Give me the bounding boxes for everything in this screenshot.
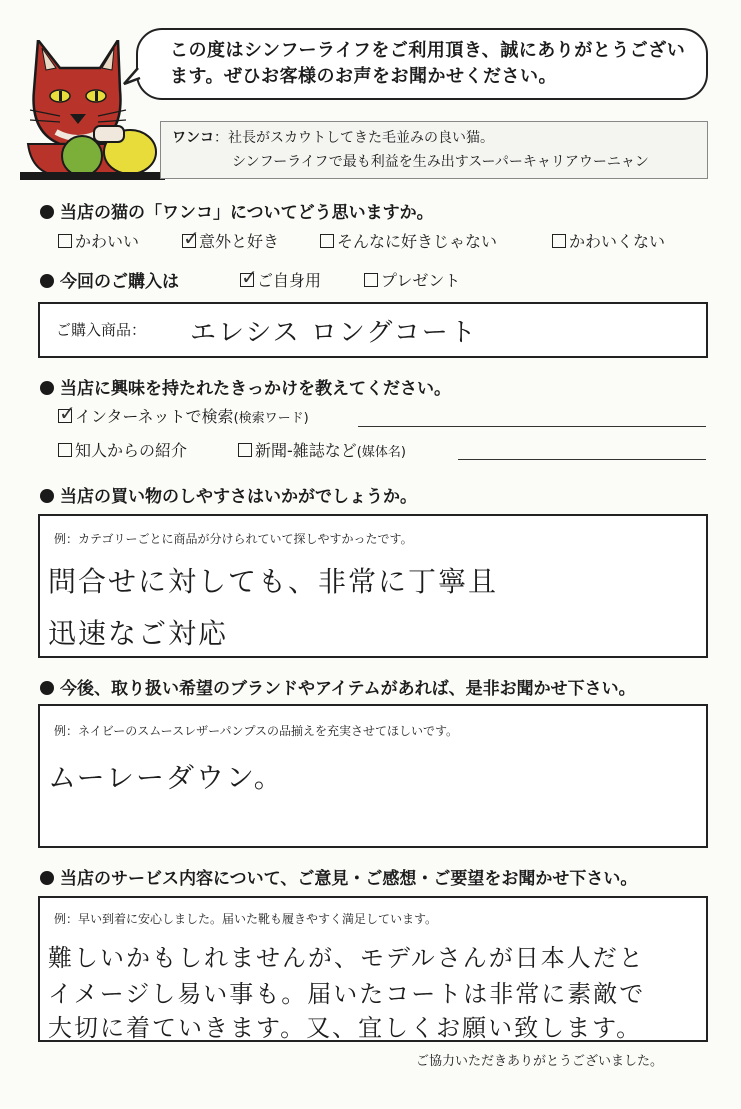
media-name-note: (媒体名) bbox=[356, 445, 406, 460]
option-gift-label: プレゼント bbox=[381, 271, 461, 290]
thank-you-footer: ご協力いただきありがとうございました。 bbox=[416, 1054, 664, 1069]
question-purchase-type bbox=[40, 267, 179, 292]
option-self-use[interactable] bbox=[240, 265, 322, 291]
speech-bubble-tail bbox=[122, 66, 142, 88]
option-not-much[interactable] bbox=[320, 229, 497, 252]
example-service-feedback: 例：早い到着に安心しました。届いた靴も履きやすく満足しています。 bbox=[54, 912, 438, 926]
option-not-much-label: そんなに好きじゃない bbox=[337, 232, 498, 251]
question-how-found bbox=[40, 374, 451, 399]
bullet-icon bbox=[40, 681, 54, 695]
checkbox-icon[interactable] bbox=[320, 234, 334, 248]
checkbox-icon[interactable] bbox=[58, 443, 72, 457]
checkmark-icon: ✓ bbox=[59, 401, 76, 425]
bullet-icon bbox=[40, 871, 54, 885]
question-brand-request bbox=[40, 674, 636, 699]
question-brand-request-text: 今後、取り扱い希望のブランドやアイテムがあれば、是非お聞かせ下さい。 bbox=[60, 679, 636, 699]
answer-service-line-1: 難しいかもしれませんが、モデルさんが日本人だと bbox=[48, 944, 645, 972]
option-media[interactable] bbox=[238, 438, 406, 461]
option-referral[interactable] bbox=[58, 438, 187, 461]
question-ease-of-shopping bbox=[40, 482, 417, 507]
search-word-input-line[interactable] bbox=[358, 426, 706, 427]
answer-brand-line-1: ムーレーダウン。 bbox=[48, 761, 284, 794]
question-service-feedback bbox=[40, 864, 637, 889]
checkbox-icon-checked[interactable] bbox=[240, 265, 258, 289]
media-name-input-line[interactable] bbox=[458, 459, 706, 460]
checkbox-icon[interactable] bbox=[364, 273, 378, 287]
option-internet-search-label: インターネットで検索 bbox=[75, 407, 234, 426]
option-cute-label: かわいい bbox=[75, 232, 140, 251]
question-ease-of-shopping-text: 当店の買い物のしやすさはいかがでしょうか。 bbox=[60, 487, 417, 507]
answer-service-line-2: イメージし易い事も。届いたコートは非常に素敵で bbox=[48, 980, 646, 1008]
option-self-use-label: ご自身用 bbox=[257, 271, 322, 290]
question-cat-opinion bbox=[40, 198, 434, 223]
option-surprisingly-like-label: 意外と好き bbox=[199, 232, 280, 251]
question-purchase-type-text: 今回のご購入は bbox=[60, 272, 179, 292]
option-referral-label: 知人からの紹介 bbox=[75, 441, 188, 460]
checkbox-icon[interactable] bbox=[238, 443, 252, 457]
checkbox-icon[interactable] bbox=[58, 234, 72, 248]
greeting-text: この度はシンフーライフをご利用頂き、誠にありがとうございます。ぜひお客様のお声をお聞かせください。 bbox=[170, 40, 686, 87]
bullet-icon bbox=[40, 205, 54, 219]
checkmark-icon: ✓ bbox=[183, 226, 200, 250]
question-cat-opinion-text: 当店の猫の「ワンコ」についてどう思いますか。 bbox=[60, 203, 434, 223]
option-cute[interactable] bbox=[58, 229, 139, 252]
mascot-name: ワンコ bbox=[172, 130, 214, 146]
answer-service-line-3: 大切に着ていきます。又、宜しくお願い致します。 bbox=[48, 1014, 643, 1042]
purchased-item-label: ご購入商品： bbox=[56, 321, 147, 339]
checkbox-icon-checked[interactable] bbox=[182, 226, 200, 250]
bullet-icon bbox=[40, 274, 54, 288]
option-gift[interactable] bbox=[364, 268, 460, 291]
option-not-cute[interactable] bbox=[552, 229, 665, 252]
option-internet-search[interactable] bbox=[58, 401, 309, 427]
checkbox-icon-checked[interactable] bbox=[58, 401, 76, 425]
answer-ease-line-1: 問合せに対しても、非常に丁寧且 bbox=[48, 565, 499, 598]
bullet-icon bbox=[40, 489, 54, 503]
example-brand-request: 例：ネイビーのスムースレザーパンプスの品揃えを充実させてほしいです。 bbox=[54, 724, 459, 738]
option-surprisingly-like[interactable] bbox=[182, 226, 280, 252]
question-service-feedback-text: 当店のサービス内容について、ご意見・ご感想・ご要望をお聞かせ下さい。 bbox=[60, 869, 638, 889]
option-not-cute-label: かわいくない bbox=[569, 232, 666, 251]
search-word-note: (検索ワード) bbox=[233, 411, 309, 426]
option-media-label: 新聞-雑誌など bbox=[255, 441, 357, 460]
checkbox-icon[interactable] bbox=[552, 234, 566, 248]
checkmark-icon: ✓ bbox=[241, 265, 258, 289]
example-ease-of-shopping: 例：カテゴリーごとに商品が分けられていて探しやすかったです。 bbox=[54, 532, 413, 546]
mascot-description-line-1: ：社長がスカウトしてきた毛並みの良い猫。 bbox=[214, 130, 494, 146]
purchased-item-value: エレシス ロングコート bbox=[190, 318, 478, 348]
answer-ease-line-2: 迅速なご対応 bbox=[48, 617, 229, 650]
mascot-description-line-2: シンフーライフで最も利益を生み出すスーパーキャリアウーニャン bbox=[232, 154, 649, 170]
mascot-description bbox=[172, 126, 649, 174]
bullet-icon bbox=[40, 381, 54, 395]
question-how-found-text: 当店に興味を持たれたきっかけを教えてください。 bbox=[60, 379, 451, 399]
